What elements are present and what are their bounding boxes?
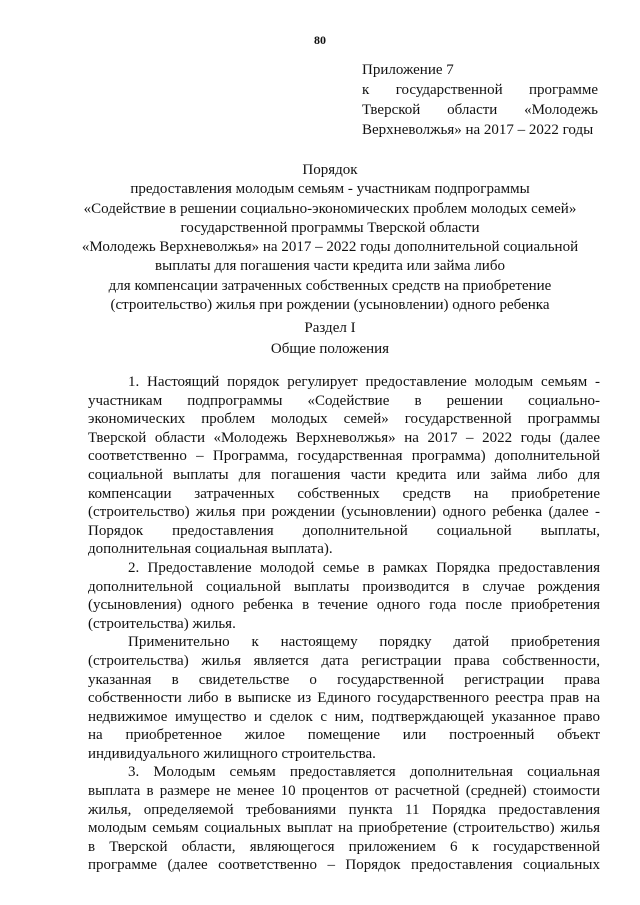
title-line: «Содействие в решении социально-экономических проблем молодых семей» <box>83 200 577 217</box>
body-line: (строительства) жилья. <box>88 615 236 632</box>
body-text <box>88 373 600 875</box>
title-line: предоставления молодым семьям - участникам подпрограммы <box>130 181 530 198</box>
title-line: государственной программы Тверской области <box>180 219 480 236</box>
body-line: недвижимое имущество и сделок с ним, подтверждающей указанное право <box>88 708 600 725</box>
section-name: Общие положения <box>270 341 390 357</box>
body-line: индивидуального жилищного строительства. <box>88 745 376 762</box>
section-header <box>60 318 600 360</box>
appendix-line: к государственной программе <box>362 82 598 98</box>
title-line: (строительство) жилья при рождении (усыновлении) одного ребенка <box>110 297 550 314</box>
body-line: дополнительная социальная выплата). <box>88 541 333 558</box>
title-line: выплаты для погашения части кредита или займа либо <box>155 258 505 275</box>
body-line: (строительства) жилья является дата регистрации права собственности, <box>88 652 600 669</box>
body-line: компенсации затраченных собственных средств на приобретение <box>88 485 600 502</box>
body-line: экономических проблем молодых семей» государственной программы <box>88 411 600 428</box>
document-title <box>60 161 600 315</box>
body-line: 3. Молодым семьям предоставляется дополнительная социальная <box>128 764 600 781</box>
body-line: 2. Предоставление молодой семье в рамках Порядка предоставления <box>128 559 600 576</box>
title-line: для компенсации затраченных собственных средств на приобретение <box>108 277 552 294</box>
body-line: (усыновления) одного ребенка в течение одного года после приобретения <box>88 597 600 614</box>
body-line: дополнительной социальной выплаты производится в случае рождения <box>88 578 600 595</box>
body-line: 1. Настоящий порядок регулирует предоставление молодым семьям - <box>128 374 600 390</box>
section-number: Раздел I <box>304 320 356 336</box>
body-line: Применительно к настоящему порядку датой приобретения <box>128 634 600 651</box>
body-line: социальной выплаты для погашения части кредита или займа либо для <box>88 466 600 483</box>
body-line: жилья, определяемой требованиями пункта 11 Порядка предоставления <box>88 801 600 818</box>
body-line: Тверской области «Молодежь Верхневолжья» на 2017 – 2022 годы (далее <box>88 429 600 446</box>
body-line: указанная в свидетельстве о государственной регистрации права <box>88 671 600 688</box>
title-heading: Порядок <box>302 162 358 178</box>
body-line: выплата в размере не менее 10 процентов от расчетной (средней) стоимости <box>88 783 600 800</box>
body-line: на приобретенное жилое помещение или построенный объект <box>88 727 600 744</box>
body-line: молодым семьям социальных выплат на приобретение (строительство) жилья <box>88 820 600 837</box>
appendix-line: Приложение 7 <box>362 62 454 78</box>
page-number: 80 <box>314 33 326 47</box>
appendix-line: Верхневолжья» на 2017 – 2022 годы <box>362 122 594 138</box>
body-line: (строительство) жилья при рождении (усыновлении) одного ребенка (далее - <box>88 504 600 521</box>
appendix-line: Тверской области «Молодежь <box>362 102 598 118</box>
body-line: участникам подпрограммы «Содействие в решении социально- <box>88 392 600 409</box>
body-line: в Тверской области, являющегося приложением 6 к государственной <box>88 838 600 855</box>
body-line: программе (далее соответственно – Порядок предоставления социальных <box>88 857 600 874</box>
body-line: Порядок предоставления дополнительной социальной выплаты, <box>88 522 600 539</box>
title-line: «Молодежь Верхневолжья» на 2017 – 2022 годы дополнительной социальной <box>81 239 579 256</box>
body-line: собственности либо в выписке из Единого государственного реестра прав на <box>88 690 600 707</box>
body-line: соответственно – Программа, государственная программа) дополнительной <box>88 448 600 465</box>
appendix-caption <box>362 60 598 140</box>
